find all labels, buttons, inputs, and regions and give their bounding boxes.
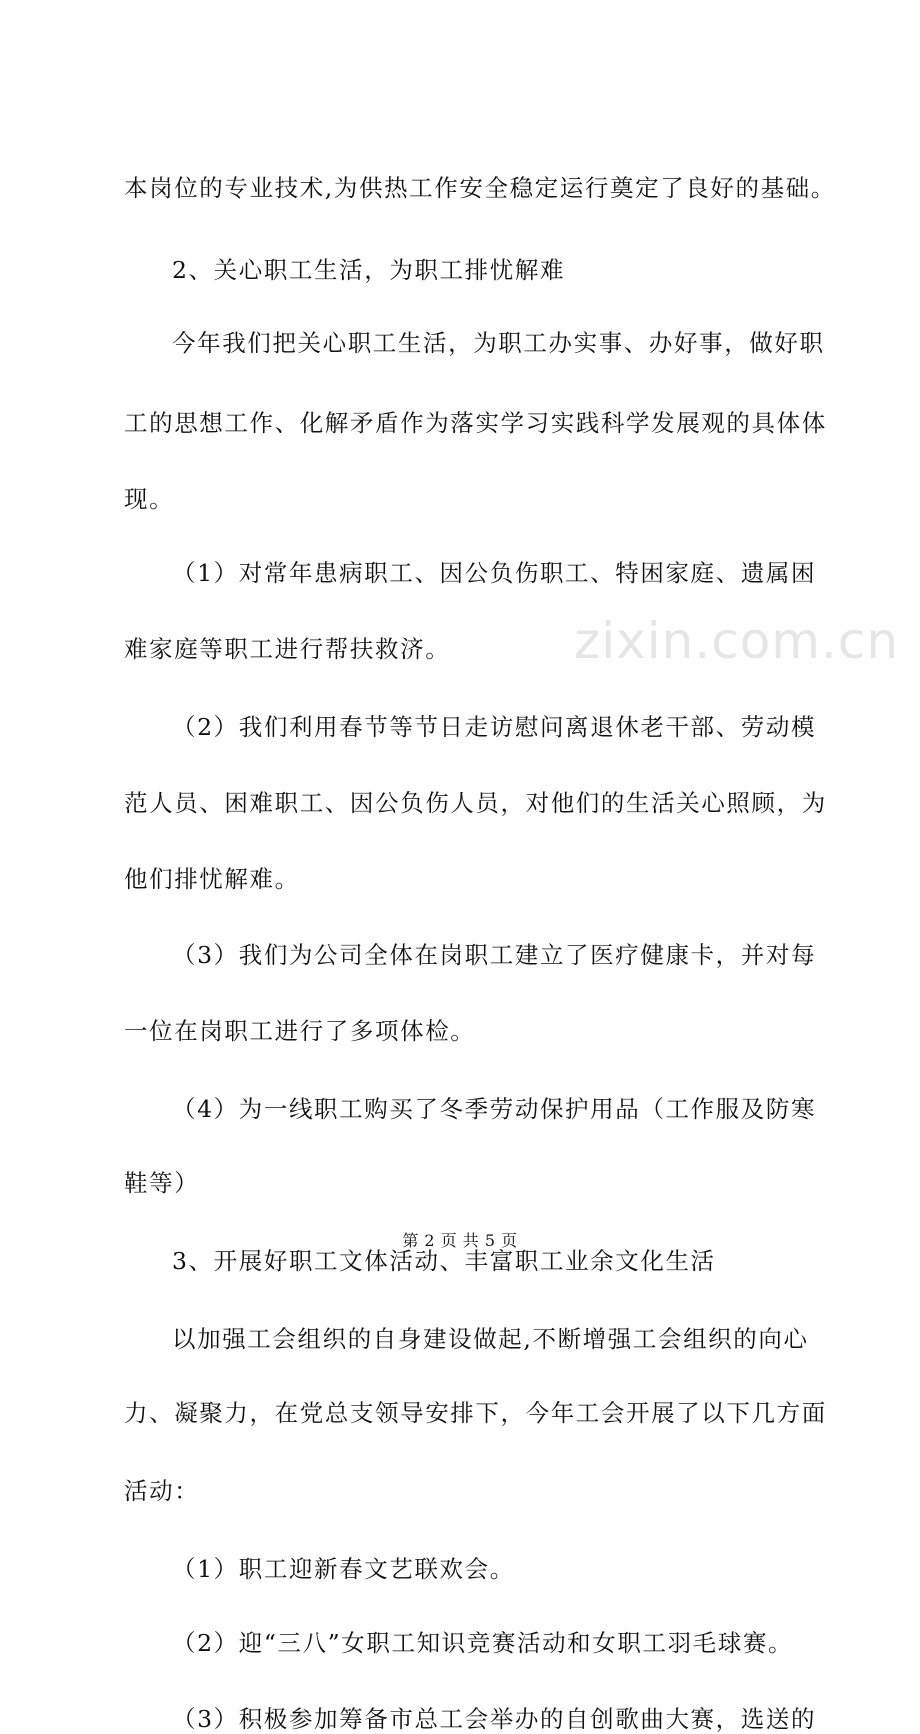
text-line: （3）我们为公司全体在岗职工建立了医疗健康卡，并对每 <box>172 941 817 969</box>
text-line: 难家庭等职工进行帮扶救济。 <box>124 635 451 663</box>
text-line: 活动： <box>124 1477 200 1505</box>
text-line: 今年我们把关心职工生活，为职工办实事、办好事，做好职 <box>172 329 825 357</box>
text-line: 他们排忧解难。 <box>124 865 300 893</box>
text-line: 力、凝聚力，在党总支领导安排下，今年工会开展了以下几方面 <box>124 1399 827 1427</box>
text-line: （2）我们利用春节等节日走访慰问离退休老干部、劳动模 <box>172 713 817 741</box>
text-line: 一位在岗职工进行了多项体检。 <box>124 1017 476 1045</box>
text-line: 鞋等） <box>124 1169 200 1197</box>
section-heading: 2、关心职工生活，为职工排忧解难 <box>172 256 566 284</box>
watermark: zixin.com.cn <box>574 612 900 670</box>
section-heading: 3、开展好职工文体活动、丰富职工业余文化生活 <box>172 1247 716 1275</box>
text-line: 范人员、困难职工、因公负伤人员，对他们的生活关心照顾，为 <box>124 789 827 817</box>
text-line: （3）积极参加筹备市总工会举办的自创歌曲大赛，选送的 <box>172 1705 817 1733</box>
text-line: （1）职工迎新春文艺联欢会。 <box>172 1555 515 1583</box>
text-line: 现。 <box>124 485 175 513</box>
text-line: 工的思想工作、化解矛盾作为落实学习实践科学发展观的具体体 <box>124 409 827 437</box>
text-line: （1）对常年患病职工、因公负伤职工、特困家庭、遗属困 <box>172 559 817 587</box>
text-line: 本岗位的专业技术,为供热工作安全稳定运行奠定了良好的基础。 <box>124 174 836 202</box>
text-line: 以加强工会组织的自身建设做起,不断增强工会组织的向心 <box>172 1325 809 1353</box>
page-footer: 第 2 页 共 5 页 <box>402 1231 518 1250</box>
text-line: （4）为一线职工购买了冬季劳动保护用品（工作服及防寒 <box>172 1095 817 1123</box>
text-line: （2）迎“三八”女职工知识竞赛活动和女职工羽毛球赛。 <box>172 1629 794 1657</box>
